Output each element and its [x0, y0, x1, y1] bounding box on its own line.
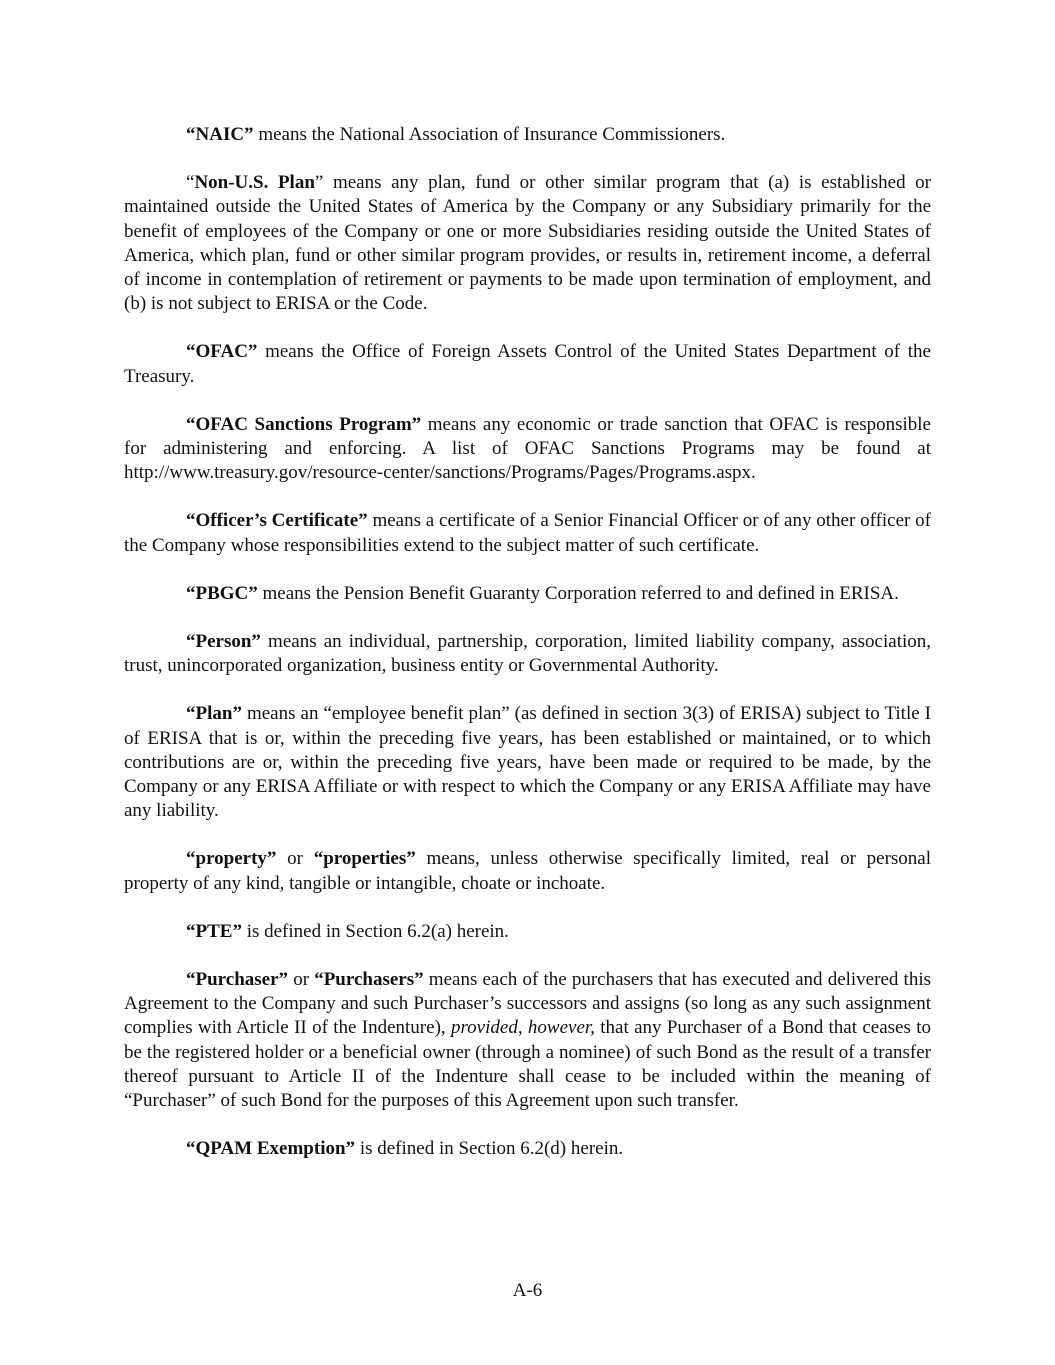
defined-term: “properties” [313, 848, 416, 870]
definition-text: or [276, 848, 314, 870]
defined-term: “OFAC” [186, 341, 258, 363]
definition-text: means an individual, partnership, corporation, limited liability company, association, trust, unincorporated organization, business entity or Governmental Authority. [124, 631, 931, 677]
definition-paragraph [124, 968, 931, 1113]
definition-text: means, unless otherwise specifically limited, real or personal property of any kind, tangible or intangible, choate or inchoate. [124, 848, 932, 894]
definition-text: means any economic or trade sanction that OFAC is responsible for administering and enforcing. A list of OFAC Sanctions Programs may be found at http://www.treasury.gov/resource-center/sanctions/Programs/Pages/Programs.aspx. [124, 413, 931, 484]
definition-text: means the Office of Foreign Assets Control of the United States Department of the Treasury. [124, 341, 931, 387]
definition-text: is defined in Section 6.2(a) herein. [241, 920, 509, 942]
definition-text: means an “employee benefit plan” (as defined in section 3(3) of ERISA) subject to Title I of ERISA that is or, within the preceding five years, has been established or maintained, or to which contributions are or, within the preceding five years, have been made or required to be made, by the Company or any ERISA Affiliate or with respect to which the Company or any ERISA Affiliate may have any liability. [124, 703, 931, 822]
definition-text: ” means any plan, fund or other similar program that (a) is established or maintained outside the United States of America by the Company or any Subsidiary primarily for the benefit of employees of the Company or one or more Subsidiaries residing outside the United States of America, which plan, fund or other similar program provides, or results in, retirement income, a deferral of income in contemplation of retirement or payments to be made upon termination of employment, and (b) is not subject to ERISA or the Code. [124, 172, 931, 315]
defined-term: “OFAC Sanctions Program” [186, 413, 422, 435]
definition-paragraph [124, 171, 931, 316]
defined-term: “Person” [186, 631, 261, 653]
definition-paragraph [124, 702, 931, 823]
defined-term: “Purchaser” [186, 969, 289, 991]
definition-paragraph [124, 123, 931, 147]
defined-term: “PBGC” [186, 582, 258, 604]
definition-text: that any Purchaser of a Bond that ceases to be the registered holder or a beneficial owner (through a nominee) of such Bond as the result of a transfer thereof pursuant to Article II of the Indenture shall cease to be included within the meaning of “Purchaser” of such Bond for the purposes of this Agreement upon such transfer. [124, 1017, 931, 1112]
definition-text: means the Pension Benefit Guaranty Corporation referred to and defined in ERISA. [257, 582, 899, 604]
definition-paragraph [124, 509, 931, 557]
defined-term: Non-U.S. Plan [194, 172, 315, 194]
definition-paragraph [124, 413, 931, 486]
defined-term: “QPAM Exemption” [186, 1138, 356, 1160]
defined-term: “Purchasers” [314, 969, 424, 991]
defined-term: “property” [186, 848, 277, 870]
definition-paragraph [124, 1137, 931, 1161]
definition-text: is defined in Section 6.2(d) herein. [355, 1138, 624, 1160]
definition-text: “ [186, 172, 195, 194]
definition-paragraph [124, 582, 931, 606]
document-page [124, 123, 931, 1186]
definition-paragraph [124, 847, 931, 895]
definition-paragraph [124, 340, 931, 388]
definition-paragraph [124, 630, 931, 678]
defined-term: “NAIC” [186, 124, 254, 145]
defined-term: “Officer’s Certificate” [186, 510, 368, 532]
defined-term: “PTE” [186, 920, 242, 942]
italic-text: provided, however, [450, 1017, 595, 1039]
page-number: A-6 [512, 1280, 543, 1301]
definition-text: means a certificate of a Senior Financial Officer or of any other officer of the Company whose responsibilities extend to the subject matter of such certificate. [124, 510, 932, 556]
definition-text: means the National Association of Insurance Commissioners. [253, 124, 726, 145]
definition-text: or [288, 969, 315, 991]
definition-text: means each of the purchasers that has executed and delivered this Agreement to the Company and such Purchaser’s successors and assigns (so long as any such assignment complies with Article II of the Indenture), [124, 969, 931, 1039]
definition-paragraph [124, 920, 931, 944]
defined-term: “Plan” [186, 703, 242, 725]
